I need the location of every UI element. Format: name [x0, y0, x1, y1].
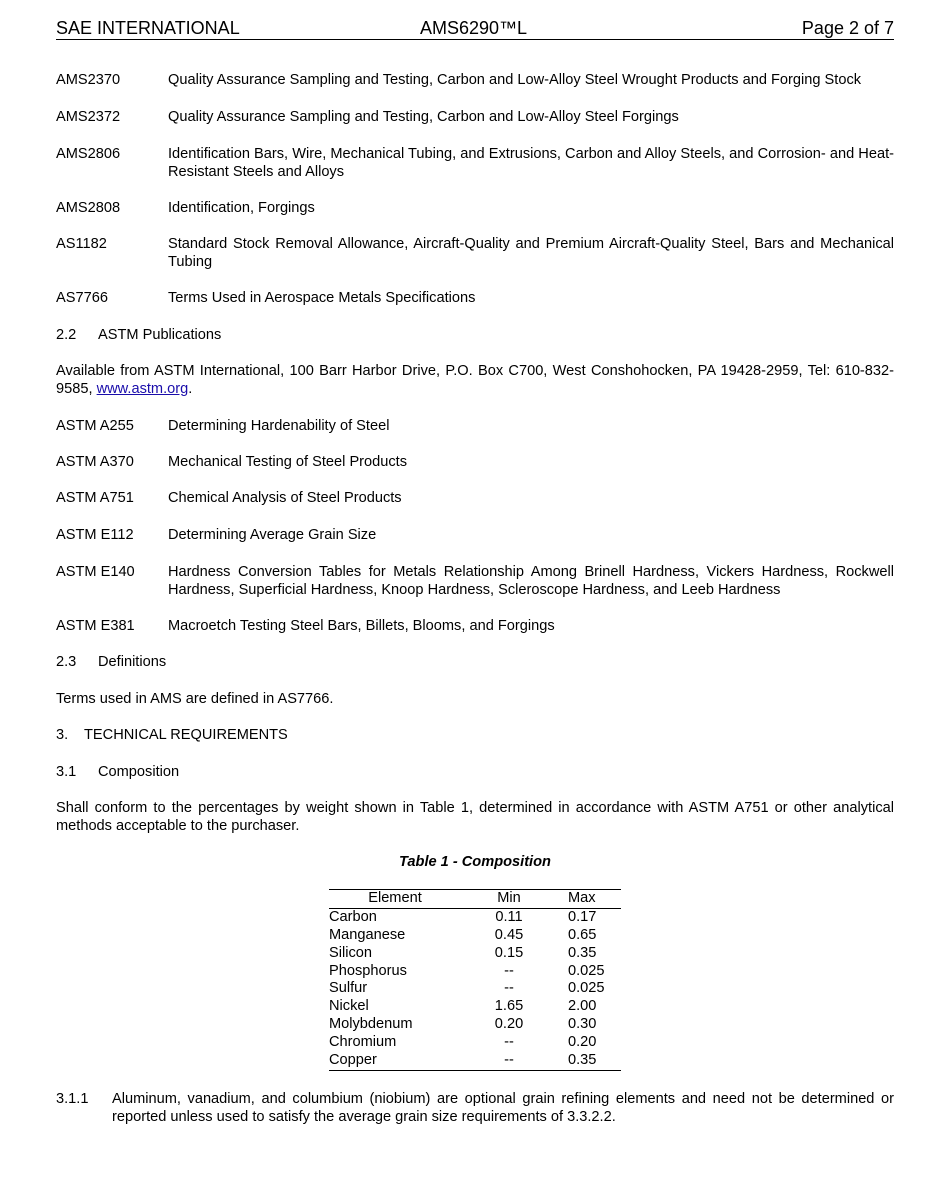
astm-website-link[interactable]: www.astm.org	[96, 381, 189, 397]
section-title: TECHNICAL REQUIREMENTS	[84, 727, 288, 743]
reference-title: Determining Hardenability of Steel	[168, 418, 390, 434]
reference-title: Standard Stock Removal Allowance, Aircraft-Quality and Premium Aircraft-Quality Steel, Bars and Mechanical Tubing	[168, 236, 894, 270]
cell-min: --	[504, 1052, 514, 1069]
cell-element: Phosphorus	[329, 962, 407, 979]
section-3-1-1-text: Aluminum, vanadium, and columbium (niobium) are optional grain refining elements and need not be determined or reported unless used to satisfy the average grain size requirements of 3.3.2.2.	[112, 1091, 894, 1125]
reference-code: ASTM A751	[56, 490, 134, 506]
table-row	[329, 927, 621, 945]
cell-element: Copper	[329, 1052, 377, 1069]
page-header	[56, 17, 894, 40]
cell-max: 0.17	[568, 908, 597, 925]
header-org: SAE INTERNATIONAL	[56, 18, 240, 38]
composition-table	[329, 889, 621, 1071]
cell-max: 0.30	[568, 1016, 597, 1033]
section-title: ASTM Publications	[98, 327, 222, 343]
table-row	[329, 980, 621, 998]
table-row	[329, 909, 621, 927]
section-number: 2.2	[56, 327, 77, 343]
reference-title: Identification Bars, Wire, Mechanical Tubing, and Extrusions, Carbon and Alloy Steels, and Corrosion- and Heat-Resistant Steels and Alloys	[168, 146, 894, 180]
section-title: Definitions	[98, 654, 167, 670]
cell-max: 0.025	[568, 980, 605, 997]
header-doc-number: AMS6290™L	[420, 18, 528, 38]
table-row	[329, 1034, 621, 1052]
reference-code: ASTM E140	[56, 564, 135, 580]
column-header-element: Element	[368, 890, 422, 906]
reference-code: ASTM A370	[56, 454, 134, 470]
reference-title: Determining Average Grain Size	[168, 527, 377, 543]
definitions-paragraph: Terms used in AMS are defined in AS7766.	[56, 691, 334, 707]
cell-max: 0.65	[568, 926, 597, 943]
column-header-min: Min	[497, 890, 521, 906]
section-heading-3	[56, 726, 288, 744]
astm-availability-text: Available from ASTM International, 100 Barr Harbor Drive, P.O. Box C700, West Conshohocken, PA 19428-2959, Tel: 610-832-9585,	[56, 363, 894, 397]
reference-title: Macroetch Testing Steel Bars, Billets, Blooms, and Forgings	[168, 618, 555, 634]
reference-code: AMS2808	[56, 200, 121, 216]
cell-max: 0.20	[568, 1034, 597, 1051]
reference-code: ASTM E381	[56, 618, 135, 634]
reference-title: Quality Assurance Sampling and Testing, Carbon and Low-Alloy Steel Forgings	[168, 109, 679, 125]
reference-code: AS7766	[56, 290, 108, 306]
cell-max: 0.35	[568, 944, 597, 961]
section-title: Composition	[98, 764, 180, 780]
table-row	[329, 1052, 621, 1070]
reference-title: Mechanical Testing of Steel Products	[168, 454, 408, 470]
cell-element: Molybdenum	[329, 1016, 413, 1033]
astm-availability-paragraph	[56, 362, 894, 398]
reference-code: AMS2372	[56, 109, 121, 125]
cell-element: Nickel	[329, 998, 369, 1015]
section-number: 3.1	[56, 764, 77, 780]
column-header-max: Max	[568, 890, 596, 906]
section-number: 3.1.1	[56, 1091, 89, 1107]
reference-title: Quality Assurance Sampling and Testing, Carbon and Low-Alloy Steel Wrought Products and Forging Stock	[168, 72, 862, 88]
table-row	[329, 963, 621, 981]
cell-min: 0.20	[494, 1016, 524, 1033]
header-page-number: Page 2 of 7	[801, 18, 894, 38]
table-row	[329, 1016, 621, 1034]
table-row	[329, 945, 621, 963]
reference-code: AMS2806	[56, 146, 121, 162]
cell-element: Sulfur	[329, 980, 368, 997]
cell-element: Manganese	[329, 926, 406, 943]
cell-max: 0.025	[568, 962, 605, 979]
cell-min: --	[504, 962, 514, 979]
cell-min: --	[504, 980, 514, 997]
cell-min: 1.65	[494, 998, 524, 1015]
reference-code: ASTM E112	[56, 527, 134, 543]
reference-title: Identification, Forgings	[168, 200, 315, 216]
section-heading-2-2	[56, 326, 221, 344]
reference-title: Chemical Analysis of Steel Products	[168, 490, 402, 506]
reference-title: Terms Used in Aerospace Metals Specifications	[168, 290, 476, 306]
section-number: 2.3	[56, 654, 77, 670]
cell-element: Carbon	[329, 908, 377, 925]
section-number: 3.	[56, 727, 69, 743]
table-caption: Table 1 - Composition	[399, 854, 551, 870]
reference-code: AS1182	[56, 236, 107, 252]
reference-title: Hardness Conversion Tables for Metals Relationship Among Brinell Hardness, Vickers Hardness, Rockwell Hardness, Superficial Hardness, Knoop Hardness, Scleroscope Hardness, and Leeb Hardness	[168, 564, 894, 598]
table-row	[329, 998, 621, 1016]
cell-element: Silicon	[329, 944, 372, 961]
cell-min: 0.45	[494, 926, 524, 943]
cell-min: 0.11	[495, 908, 523, 925]
cell-min: --	[504, 1034, 514, 1051]
composition-paragraph: Shall conform to the percentages by weight shown in Table 1, determined in accordance with ASTM A751 or other analytical methods acceptable to the purchaser.	[56, 800, 894, 834]
section-heading-3-1	[56, 763, 179, 781]
table-header-row	[329, 890, 621, 909]
reference-code: ASTM A255	[56, 418, 134, 434]
cell-element: Chromium	[329, 1034, 397, 1051]
cell-max: 0.35	[568, 1052, 597, 1069]
cell-max: 2.00	[568, 998, 597, 1015]
astm-period: .	[188, 381, 193, 397]
reference-code: AMS2370	[56, 72, 121, 88]
section-heading-2-3	[56, 653, 166, 671]
cell-min: 0.15	[494, 944, 524, 961]
